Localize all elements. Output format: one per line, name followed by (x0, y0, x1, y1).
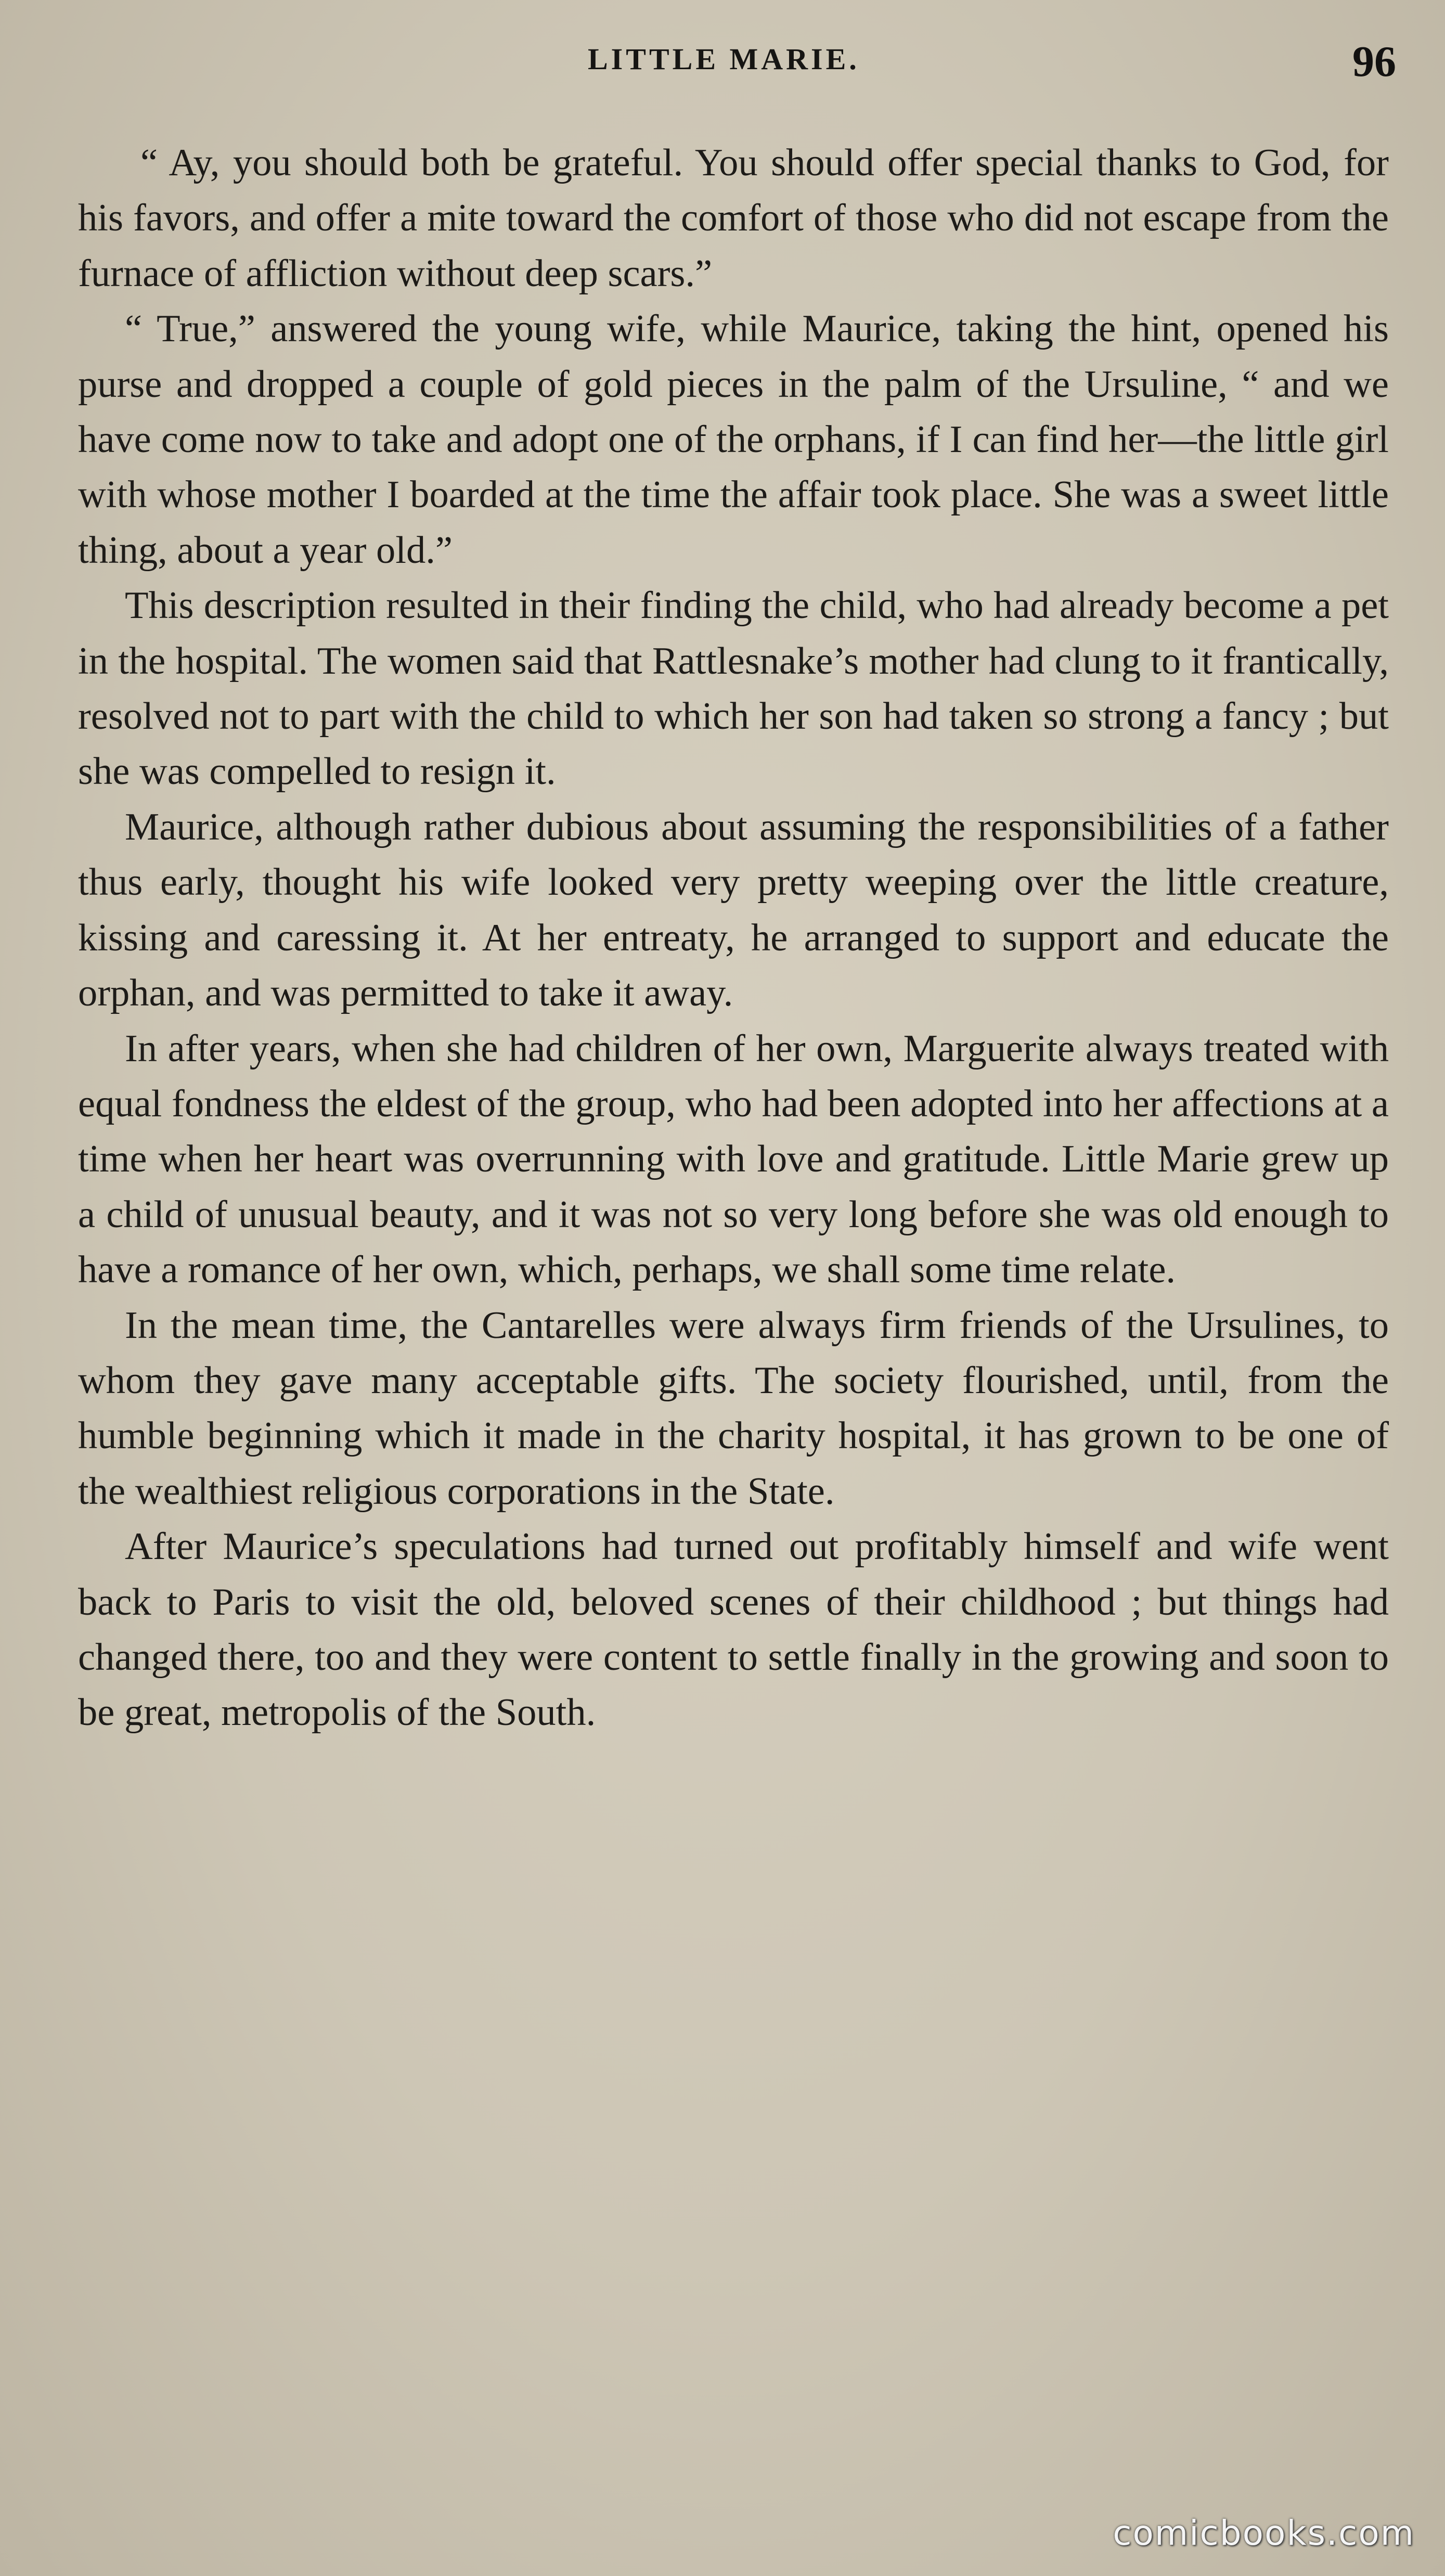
page-number: 96 (1352, 37, 1396, 86)
running-head (0, 36, 1445, 99)
paragraph: This description resulted in their finding the child, who had already become a pet in the hospital. The women said that Rattlesnake’s mother had clung to it frantically, resolved not to part with the child to which her son had taken so strong a fancy ; but she was compelled to resign it. (78, 584, 1389, 793)
paragraph: “ True,” answered the young wife, while Maurice, taking the hint, opened his purse and dropped a couple of gold pieces in the palm of the Ursuline, “ and we have come now to take and adopt one of the orphans, if I can find her—the little girl with whose mother I boarded at the time the affair took place. She was a sweet little thing, about a year old.” (78, 307, 1389, 572)
paragraph: Maurice, although rather dubious about assuming the responsibilities of a father thus early, thought his wife looked very pretty weeping over the little creature, kissing and caressing it. At her entreaty, he arranged to support and educate the orphan, and was permitted to take it away. (78, 805, 1389, 1015)
body-text (78, 135, 1389, 1741)
paragraph: In after years, when she had children of her own, Marguerite always treated with equal fondness the eldest of the group, who had been adopted into her affections at a time when her heart was overrunning with love and gratitude. Little Marie grew up a child of unusual beauty, and it was not so very long before she was old enough to have a romance of her own, which, perhaps, we shall some time relate. (78, 1027, 1389, 1292)
paragraph: After Maurice’s speculations had turned out profitably himself and wife went back to Paris to visit the old, beloved scenes of their childhood ; but things had changed there, too and they were content to settle finally in the growing and soon to be great, metropolis of the South. (78, 1525, 1389, 1734)
paragraph: “ Ay, you should both be grateful. You should offer special thanks to God, for his favors, and offer a mite toward the comfort of those who did not escape from the furnace of affliction without deep scars.” (78, 141, 1389, 295)
paragraph: In the mean time, the Cantarelles were always firm friends of the Ursulines, to whom they gave many acceptable gifts. The society flourished, until, from the humble beginning which it made in the charity hospital, it has grown to be one of the wealthiest religious corporations in the State. (78, 1304, 1389, 1513)
watermark: comicbooks.com (1113, 2513, 1415, 2553)
running-title: LITTLE MARIE. (588, 42, 860, 76)
